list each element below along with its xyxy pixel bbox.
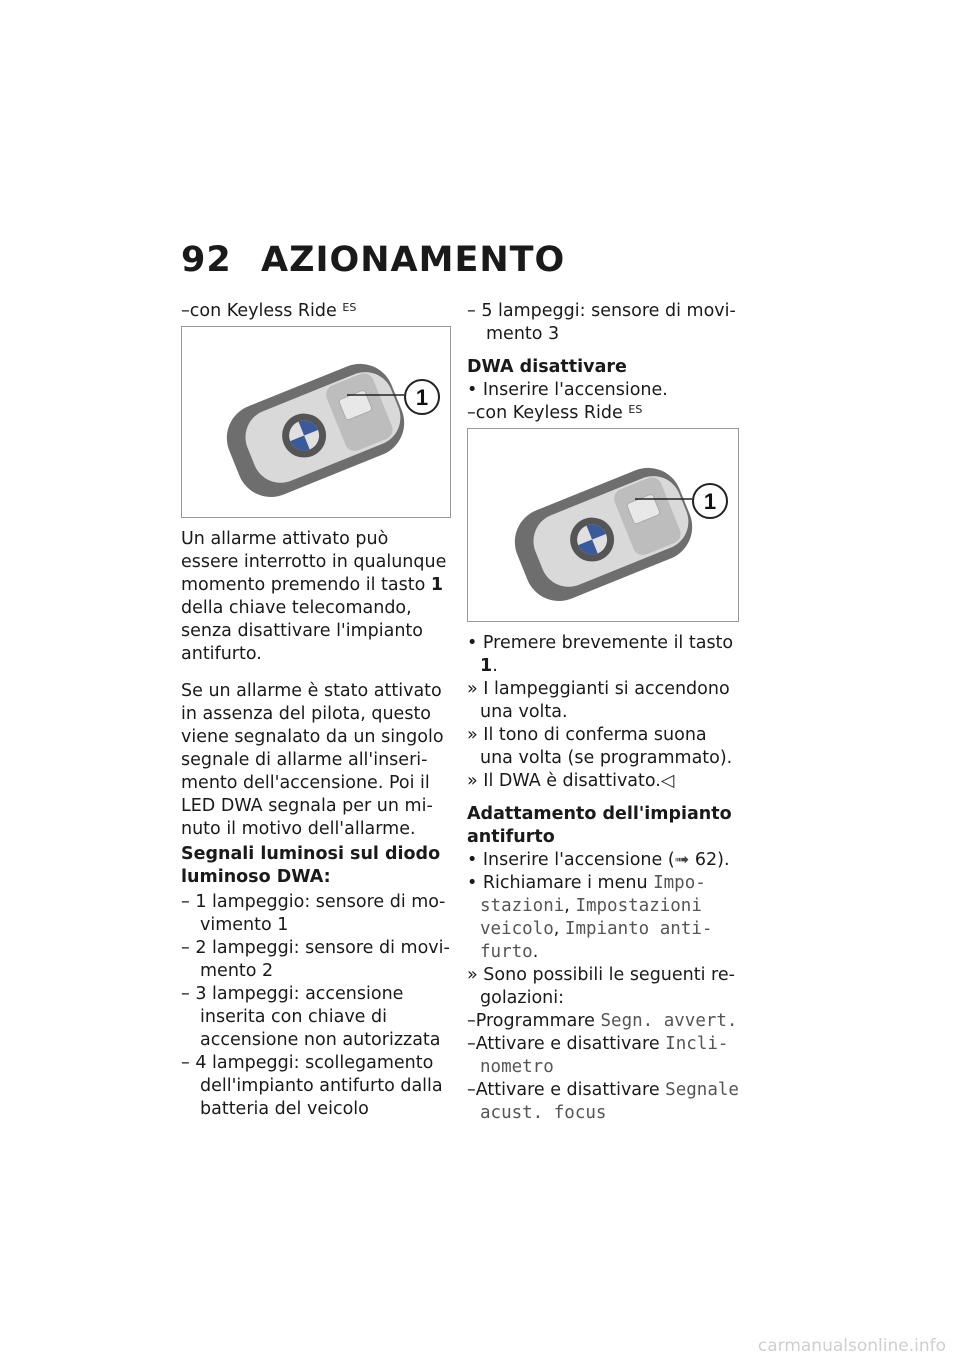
keyless-label: con Keyless Ride — [189, 301, 337, 321]
list-item: – 4 lampeggi: scollegamento dell'impianto antifurto dalla batteria del veicolo — [181, 1053, 443, 1119]
result-item: » Sono possibili le seguenti regolazioni: — [467, 965, 735, 1008]
keyless-condition: –con Keyless Ride $^{ES}$ — [181, 301, 357, 321]
end-mark: ◁ — [660, 771, 675, 791]
signals-list — [181, 891, 451, 1121]
keyless-condition: –con Keyless Ride $^{ES}$ — [467, 403, 643, 423]
keyless-sup: ES — [342, 301, 357, 314]
list-item: – 1 lampeggio: sensore di movimento 1 — [181, 892, 446, 935]
step-open-menu: • Richiamare i menu Impostazioni, Impostazioni veicolo, Impianto antifurto. — [467, 873, 713, 962]
step-ignition: • Inserire l'accensione. — [467, 380, 668, 400]
dwa-off-heading: DWA disattivare — [467, 357, 627, 377]
right-column — [467, 300, 739, 1125]
list-item: – 2 lampeggi: sensore di movimento 2 — [181, 938, 450, 981]
step-ignition-ref: • Inserire l'accensione (➟ 62). — [467, 850, 730, 870]
page-title: AZIONAMENTO — [261, 240, 566, 280]
result-item: » Il tono di conferma suona una volta (se programmato). — [467, 725, 733, 768]
list-item: – 3 lampeggi: accensione inserita con chiave di accensione non autorizzata — [181, 984, 441, 1050]
result-item: » Il DWA è disattivato.◁ — [467, 771, 675, 791]
para-interrupt-alarm: Un allarme attivato può essere interrotto in qualunque momento premendo il tasto 1 della chiave telecomando, senza disattivare l'impianto antifurto. — [181, 529, 447, 664]
setting-item: –Attivare e disattivare Inclinometro — [467, 1034, 729, 1077]
key-fob-figure — [181, 326, 451, 518]
page-ref-arrow-icon: ➟ — [674, 850, 690, 870]
para-alarm-absent: Se un allarme è stato attivato in assenza del pilota, questo viene segnalato da un singolo segnale di allarme all'inserimento dell'accensione. Poi il LED DWA segnala per un minuto il motivo dell'allarme. — [181, 681, 444, 839]
list-item: – 5 lampeggi: sensore di movimento 3 — [467, 301, 736, 344]
step-press-button: • Premere brevemente il tasto 1. — [467, 633, 734, 676]
watermark: carmanualsonline.info — [757, 1336, 946, 1356]
key-fob-illustration — [468, 429, 738, 621]
signals-heading: Segnali luminosi sul diodo luminoso DWA: — [181, 844, 441, 887]
page-header — [181, 240, 565, 280]
setting-item: –Programmare Segn. avvert. — [467, 1011, 738, 1031]
key-fob-figure — [467, 428, 739, 622]
adapt-heading: Adattamento dell'impianto antifurto — [467, 804, 732, 847]
page-number: 92 — [181, 240, 232, 280]
result-item: » I lampeggianti si accendono una volta. — [467, 679, 730, 722]
key-fob-illustration — [182, 327, 450, 517]
callout-1: 1 — [703, 489, 717, 514]
callout-1: 1 — [415, 385, 429, 410]
setting-item: –Attivare e disattivare Segnale acust. focus — [467, 1080, 739, 1123]
left-column — [181, 300, 451, 1121]
